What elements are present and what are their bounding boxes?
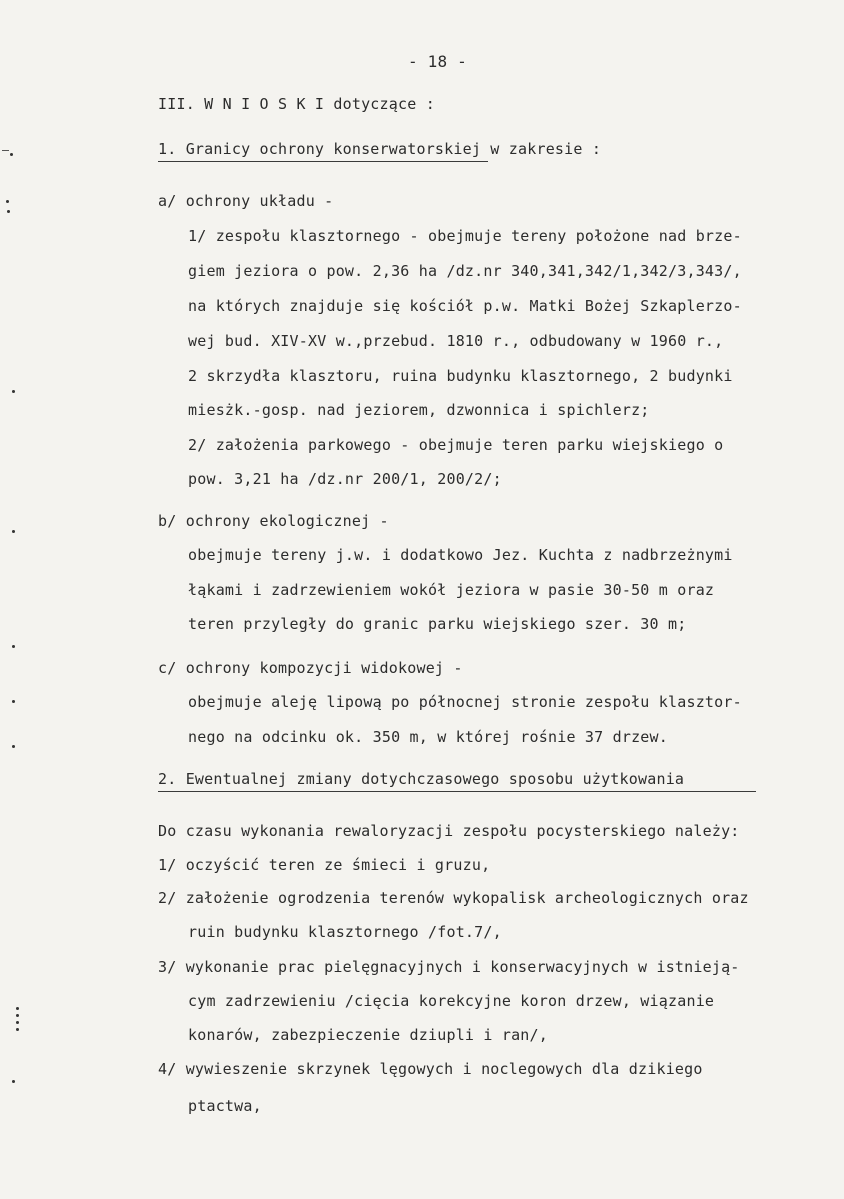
- item-c-line: nego na odcinku ok. 350 m, w której rośnie 37 drzew.: [188, 728, 668, 746]
- item-b-label: b/ ochrony ekologicznej -: [158, 512, 389, 530]
- item-a-line: miesżk.-gosp. nad jeziorem, dzwonnica i spichlerz;: [188, 401, 650, 419]
- margin-dot: [12, 645, 15, 648]
- section2-line: 4/ wywieszenie skrzynek lęgowych i noclegowych dla dzikiego: [158, 1060, 703, 1078]
- section2-line: ptactwa,: [188, 1097, 262, 1115]
- section2-line: konarów, zabezpieczenie dziupli i ran/,: [188, 1026, 548, 1044]
- section2-line: cym zadrzewieniu /cięcia korekcyjne koron drzew, wiązanie: [188, 992, 715, 1010]
- item-b-line: teren przyległy do granic parku wiejskiego szer. 30 m;: [188, 615, 687, 633]
- item-a-line: 2 skrzydła klasztoru, ruina budynku klasztornego, 2 budynki: [188, 367, 733, 385]
- margin-dot: [10, 153, 13, 156]
- margin-dot: [12, 745, 15, 748]
- item-a-line: pow. 3,21 ha /dz.nr 200/1, 200/2/;: [188, 470, 502, 488]
- section2-line: 3/ wykonanie prac pielęgnacyjnych i konserwacyjnych w istnieją-: [158, 958, 740, 976]
- section1-title: 1. Granicy ochrony konserwatorskiej w zakresie :: [158, 140, 488, 162]
- section2-line: 1/ oczyścić teren ze śmieci i gruzu,: [158, 856, 491, 874]
- section2-intro: Do czasu wykonania rewaloryzacji zespołu pocysterskiego należy:: [158, 822, 740, 840]
- section2-line: ruin budynku klasztornego /fot.7/,: [188, 923, 502, 941]
- item-a-line: 1/ zespołu klasztornego - obejmuje tereny położone nad brze-: [188, 227, 742, 245]
- item-a-line: giem jeziora o pow. 2,36 ha /dz.nr 340,341,342/1,342/3,343/,: [188, 262, 742, 280]
- item-a-line: na których znajduje się kościół p.w. Matki Bożej Szkaplerzo-: [188, 297, 742, 315]
- margin-dot: [16, 1014, 19, 1017]
- section2-line: 2/ założenie ogrodzenia terenów wykopalisk archeologicznych oraz: [158, 889, 749, 907]
- margin-dot: [12, 530, 15, 533]
- margin-dot: [16, 1021, 19, 1024]
- margin-dot: [12, 390, 15, 393]
- item-a-line: wej bud. XIV-XV w.,przebud. 1810 r., odbudowany w 1960 r.,: [188, 332, 724, 350]
- item-a-line: 2/ założenia parkowego - obejmuje teren parku wiejskiego o: [188, 436, 724, 454]
- item-c-label: c/ ochrony kompozycji widokowej -: [158, 659, 463, 677]
- section-header: III. W N I O S K I dotyczące :: [158, 95, 435, 113]
- margin-mark: [2, 150, 9, 151]
- item-a-label: a/ ochrony układu -: [158, 192, 334, 210]
- page-number: - 18 -: [408, 52, 467, 71]
- section2-title: 2. Ewentualnej zmiany dotychczasowego sposobu użytkowania: [158, 770, 756, 792]
- item-c-line: obejmuje aleję lipową po północnej stronie zespołu klasztor-: [188, 693, 742, 711]
- margin-dot: [6, 200, 9, 203]
- margin-dot: [12, 1080, 15, 1083]
- margin-dot: [7, 210, 10, 213]
- margin-dot: [16, 1028, 19, 1031]
- margin-dot: [12, 700, 15, 703]
- item-b-line: obejmuje tereny j.w. i dodatkowo Jez. Kuchta z nadbrzeżnymi: [188, 546, 733, 564]
- item-b-line: łąkami i zadrzewieniem wokół jeziora w pasie 30-50 m oraz: [188, 581, 715, 599]
- margin-dot: [16, 1007, 19, 1010]
